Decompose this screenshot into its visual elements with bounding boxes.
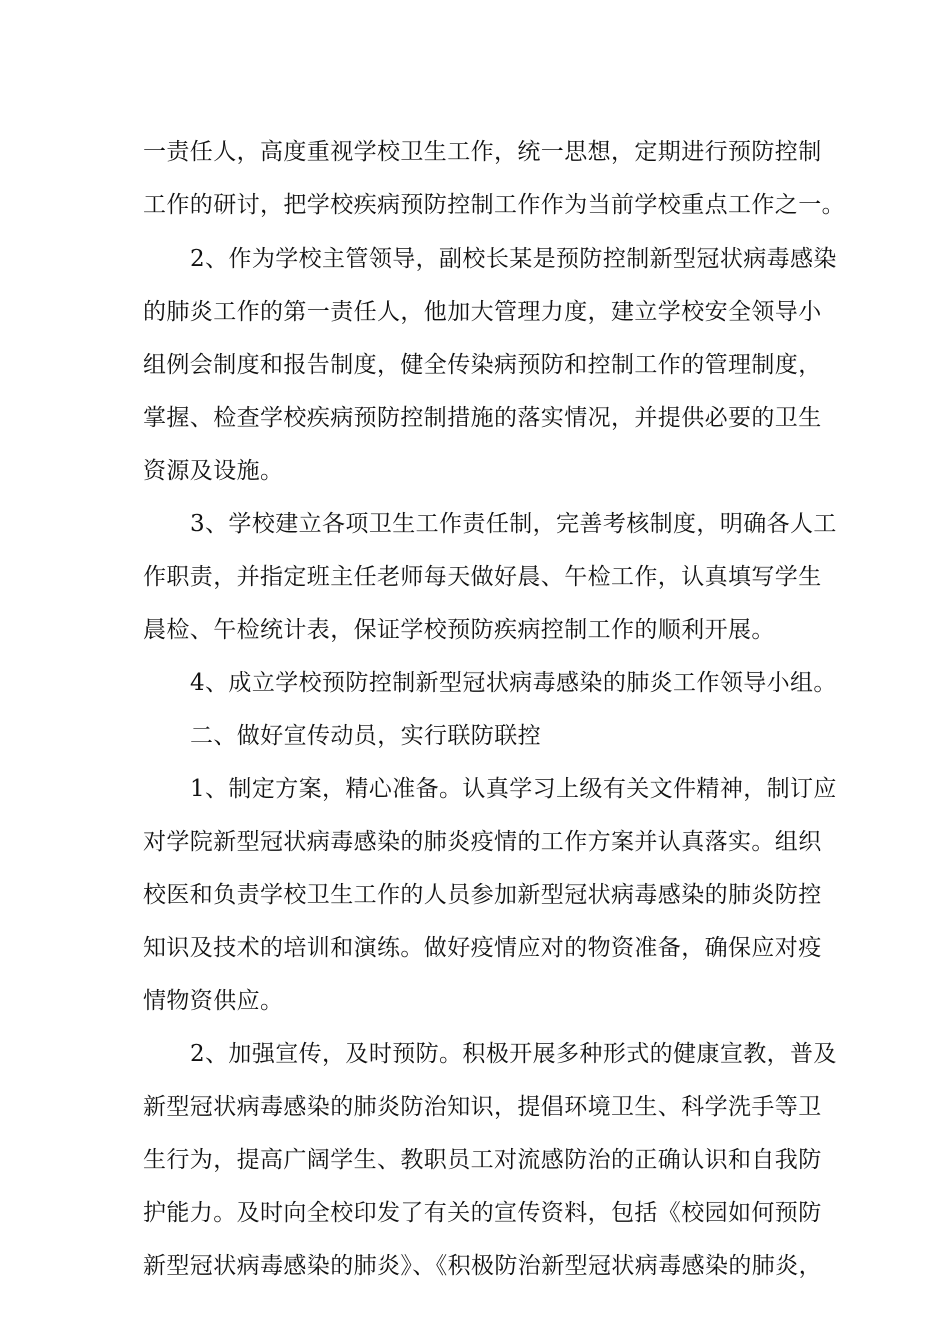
paragraph-start-line: 2、作为学校主管领导，副校长某是预防控制新型冠状病毒感染 (190, 246, 837, 272)
paragraph-start-line: 3、学校建立各项卫生工作责任制，完善考核制度，明确各人工 (190, 511, 837, 537)
text-line: 知识及技术的培训和演练。做好疫情应对的物资准备，确保应对疫 (143, 935, 822, 961)
text-line: 新型冠状病毒感染的肺炎防治知识，提倡环境卫生、科学洗手等卫 (143, 1094, 822, 1120)
text-line: 组例会制度和报告制度，健全传染病预防和控制工作的管理制度， (143, 352, 822, 378)
text-line: 晨检、午检统计表，保证学校预防疾病控制工作的顺利开展。 (143, 617, 775, 643)
paragraph-start-line: 4、成立学校预防控制新型冠状病毒感染的肺炎工作领导小组。 (190, 670, 837, 696)
section-heading: 二、做好宣传动员，实行联防联控 (190, 723, 541, 749)
paragraph-start-line: 2、加强宣传，及时预防。积极开展多种形式的健康宣教，普及 (190, 1041, 837, 1067)
text-line: 资源及设施。 (143, 458, 284, 484)
text-line: 生行为，提高广阔学生、教职员工对流感防治的正确认识和自我防 (143, 1147, 822, 1173)
text-line: 一责任人，高度重视学校卫生工作，统一思想，定期进行预防控制 (143, 139, 822, 165)
text-line: 作职责，并指定班主任老师每天做好晨、午检工作，认真填写学生 (143, 564, 822, 590)
text-line: 情物资供应。 (143, 988, 284, 1014)
text-line: 护能力。及时向全校印发了有关的宣传资料，包括《校园如何预防 (143, 1200, 822, 1226)
text-line: 校医和负责学校卫生工作的人员参加新型冠状病毒感染的肺炎防控 (143, 882, 822, 908)
text-line: 对学院新型冠状病毒感染的肺炎疫情的工作方案并认真落实。组织 (143, 829, 822, 855)
text-line: 掌握、检查学校疾病预防控制措施的落实情况，并提供必要的卫生 (143, 405, 822, 431)
text-line: 工作的研讨，把学校疾病预防控制工作作为当前学校重点工作之一。 (143, 192, 845, 218)
paragraph-start-line: 1、制定方案，精心准备。认真学习上级有关文件精神，制订应 (190, 776, 837, 802)
text-line: 的肺炎工作的第一责任人，他加大管理力度，建立学校安全领导小 (143, 299, 822, 325)
text-line: 新型冠状病毒感染的肺炎》、《积极防治新型冠状病毒感染的肺炎， (143, 1253, 822, 1279)
